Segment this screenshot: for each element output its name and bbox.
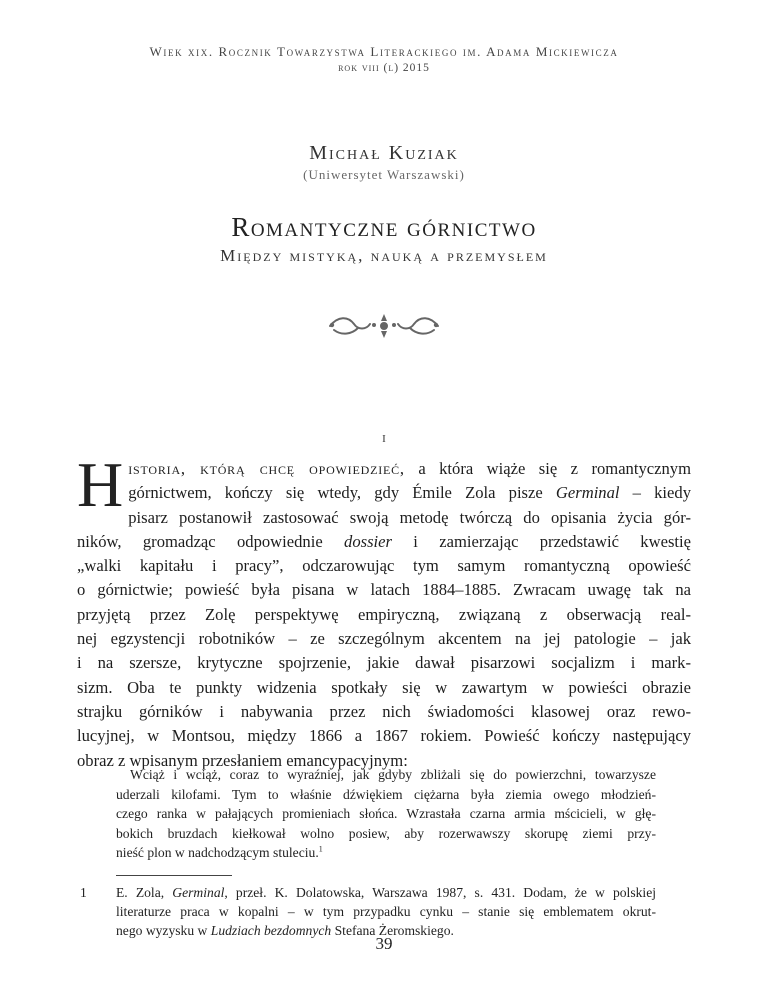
- footnote-number: 1: [80, 885, 87, 900]
- author-affiliation: (Uniwersytet Warszawski): [303, 167, 465, 182]
- work-title: Germinal: [172, 885, 225, 900]
- drop-cap: H: [77, 449, 124, 520]
- journal-title: Wiek xix. Rocznik Towarzystwa Literackiego im. Adama Mickiewicza: [149, 44, 619, 59]
- section-number: i: [382, 430, 386, 446]
- ornament-icon: [324, 312, 444, 340]
- body-line: ników, gromadząc odpowiednie dossier i zamierzając przedstawić kwestię: [77, 531, 691, 551]
- footnote-line: literaturze praca w kopalni – w tym przypadku cynku – stanie się emblematem okrut-: [116, 904, 656, 919]
- quote-line: Wciąż i wciąż, coraz to wyraźniej, jak gdyby zbliżali się do powierzchni, towarzysze: [130, 767, 656, 782]
- work-title: Ludziach bezdomnych: [210, 923, 332, 938]
- emphasis: dossier: [344, 531, 392, 551]
- body-line: pisarz postanowił zastosować swoją metodę twórczą do opisania życia gór-: [128, 507, 691, 527]
- body-line: nej egzystencji robotników – ze szczególnym akcentem na jej patologie – jak: [77, 629, 691, 649]
- body-line: „walki kapitału i pracy”, odczarowując tym samym romantyczną opowieść: [77, 556, 691, 576]
- article-subtitle: Między mistyką, nauką a przemysłem: [220, 246, 548, 265]
- body-line: obraz z wpisanym przesłaniem emancypacyjnym:: [77, 750, 408, 770]
- quote-line: uderzali kilofami. Tym to właśnie dźwiękiem ciężarna była ziemia owego młodzień-: [116, 786, 656, 802]
- article-body: [77, 449, 691, 773]
- quote-line: czego ranka w pałających promieniach słońca. Wzrastała czarna armia mścicieli, w głę-: [116, 806, 656, 821]
- footnote-line: nego wyzysku w Ludziach bezdomnych Stefana Żeromskiego.: [116, 923, 454, 938]
- body-line: istoria, którą chcę opowiedzieć, a która wiąże się z romantycznym: [128, 459, 691, 478]
- body-line: i na szersze, krytyczne spojrzenie, jakie dawał pisarzowi socjalizm i mark-: [77, 653, 691, 673]
- quote-line: nieść plon w nadchodzącym stuleciu.$^1$: [116, 844, 323, 860]
- body-line: przyjętą przez Zolę perspektywę empiryczną, związaną z obserwacją real-: [77, 604, 691, 624]
- article-title: Romantyczne górnictwo: [231, 212, 537, 242]
- footnote-divider: [116, 875, 232, 876]
- footnote-line: E. Zola, Germinal, przeł. K. Dolatowska, Warszawa 1987, s. 431. Dodam, że w polskiej: [116, 885, 656, 900]
- author-name: Michał Kuziak: [309, 142, 459, 164]
- body-line: strajku górników i nabywania przez nich świadomości klasowej oraz rewo-: [77, 701, 691, 721]
- body-line: sizm. Oba te punkty widzenia spotkały się w zawartym w powieści obrazie: [77, 677, 691, 697]
- footnote-ref[interactable]: 1: [318, 844, 323, 854]
- body-line: lucyjnej, w Montsou, między 1866 a 1867 rokiem. Powieść kończy następujący: [77, 726, 691, 746]
- lead-small-caps: istoria, którą chcę opowiedzieć,: [128, 459, 405, 478]
- block-quote: [116, 765, 656, 863]
- quote-line: bokich bruzdach kiełkował wolno posiew, aby rozerwawszy skorupę ziemi przy-: [116, 825, 656, 841]
- page-number: 39: [375, 934, 393, 953]
- body-line: o górnictwie; powieść była pisana w latach 1884–1885. Zwracam uwagę tak na: [77, 580, 691, 600]
- footnote-text: [116, 883, 656, 940]
- body-line: górnictwem, kończy się wtedy, gdy Émile Zola pisze Germinal – kiedy: [128, 483, 691, 503]
- journal-volume: rok viii (l) 2015: [338, 62, 430, 74]
- work-title: Germinal: [555, 483, 620, 503]
